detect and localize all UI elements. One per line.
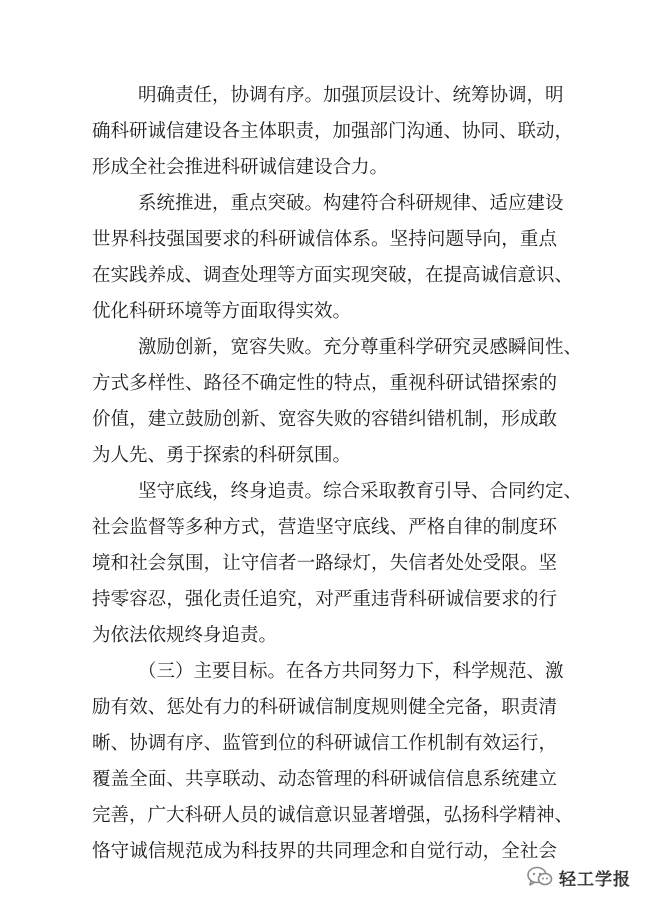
paragraph-3-line-4: 为人先、勇于探索的科研氛围。 — [92, 445, 352, 466]
paragraph-4-line-1: 坚守底线，终身追责。综合采取教育引导、合同约定、 — [138, 481, 583, 502]
paragraph-2-line-4: 优化科研环境等方面取得实效。 — [92, 301, 352, 322]
paragraph-4-line-4: 持零容忍，强化责任追究，对严重违背科研诚信要求的行 — [92, 589, 557, 610]
paragraph-1-line-1: 明确责任，协调有序。加强顶层设计、统筹协调，明 — [138, 85, 564, 106]
paragraph-1-line-3: 形成全社会推进科研诚信建设合力。 — [92, 157, 389, 178]
paragraph-4-line-5: 为依法依规终身追责。 — [92, 625, 278, 646]
wechat-watermark — [527, 862, 631, 892]
paragraph-1-line-2: 确科研诚信建设各主体职责，加强部门沟通、协同、联动， — [92, 121, 574, 142]
paragraph-5-line-2: 励有效、惩处有力的科研诚信制度规则健全完备，职责清 — [92, 697, 557, 718]
paragraph-5-line-4: 覆盖全面、共享联动、动态管理的科研诚信信息系统建立 — [92, 769, 557, 790]
paragraph-2-line-1: 系统推进，重点突破。构建符合科研规律、适应建设 — [138, 193, 564, 214]
paragraph-5-line-3: 晰、协调有序、监管到位的科研诚信工作机制有效运行， — [92, 733, 557, 754]
paragraph-3-line-3: 价值，建立鼓励创新、宽容失败的容错纠错机制，形成敢 — [92, 409, 557, 430]
paragraph-5-line-5: 完善，广大科研人员的诚信意识显著增强，弘扬科学精神、 — [92, 805, 574, 826]
paragraph-5-line-6: 恪守诚信规范成为科技界的共同理念和自觉行动，全社会 — [92, 841, 557, 862]
paragraph-5-line-1: （三）主要目标。在各方共同努力下，科学规范、激 — [138, 661, 564, 682]
wechat-icon — [527, 866, 553, 888]
paragraph-3-line-1: 激励创新，宽容失败。充分尊重科学研究灵感瞬间性、 — [138, 337, 583, 358]
watermark-text: 轻工学报 — [559, 869, 631, 890]
paragraph-4-line-2: 社会监督等多种方式，营造坚守底线、严格自律的制度环 — [92, 517, 557, 538]
paragraph-2-line-2: 世界科技强国要求的科研诚信体系。坚持问题导向，重点 — [92, 229, 557, 250]
paragraph-3-line-2: 方式多样性、路径不确定性的特点，重视科研试错探索的 — [92, 373, 557, 394]
paragraph-4-line-3: 境和社会氛围，让守信者一路绿灯，失信者处处受限。坚 — [92, 553, 557, 574]
paragraph-2-line-3: 在实践养成、调查处理等方面实现突破，在提高诚信意识、 — [92, 265, 574, 286]
